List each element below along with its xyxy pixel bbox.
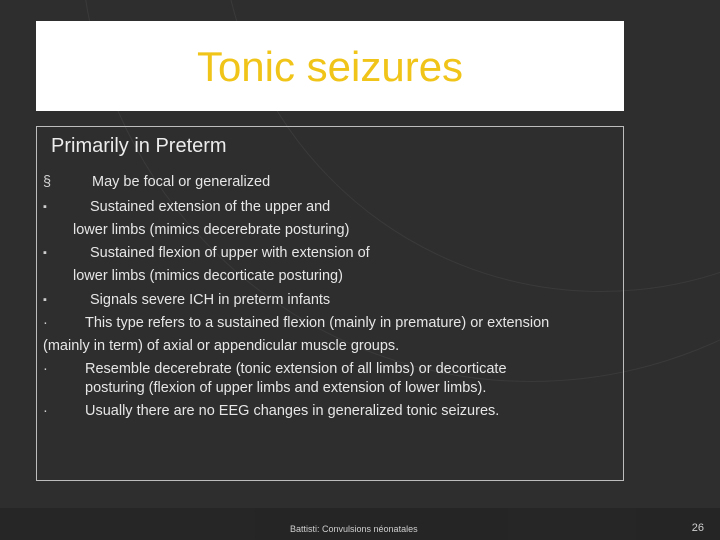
bullet-marker: ▪ <box>43 247 47 259</box>
bullet-text: May be focal or generalized <box>92 174 271 190</box>
bullet-text: Resemble decerebrate (tonic extension of all limbs) or decorticate <box>85 361 507 377</box>
bullet-marker: ▪ <box>43 294 47 306</box>
bullet-marker: · <box>43 361 48 377</box>
bullet-text: posturing (flexion of upper limbs and extension of lower limbs). <box>85 380 487 396</box>
bullet-marker: § <box>43 174 52 190</box>
bullet-text: Usually there are no EEG changes in generalized tonic seizures. <box>85 403 500 419</box>
title-box <box>36 21 624 111</box>
bullet-text: (mainly in term) of axial or appendicular muscle groups. <box>43 338 400 354</box>
bullet-text: Signals severe ICH in preterm infants <box>90 292 331 308</box>
bullet-marker: ▪ <box>43 201 47 213</box>
bullet-text: This type refers to a sustained flexion (mainly in premature) or extension <box>85 315 550 331</box>
bullet-marker: · <box>43 403 48 419</box>
bullet-text: lower limbs (mimics decerebrate posturing) <box>73 222 350 238</box>
content-box <box>36 126 624 481</box>
bullet-marker: · <box>43 315 48 331</box>
subheading: Primarily in Preterm <box>51 135 227 157</box>
slide-title: Tonic seizures <box>196 43 464 90</box>
bullet-text: lower limbs (mimics decorticate posturing) <box>73 268 343 284</box>
bullet-text: Sustained extension of the upper and <box>90 199 331 215</box>
slide-footer: Battisti: Convulsions néonatales <box>290 524 418 534</box>
page-number: 26 <box>691 522 704 534</box>
bullet-text: Sustained flexion of upper with extension of <box>90 245 370 261</box>
